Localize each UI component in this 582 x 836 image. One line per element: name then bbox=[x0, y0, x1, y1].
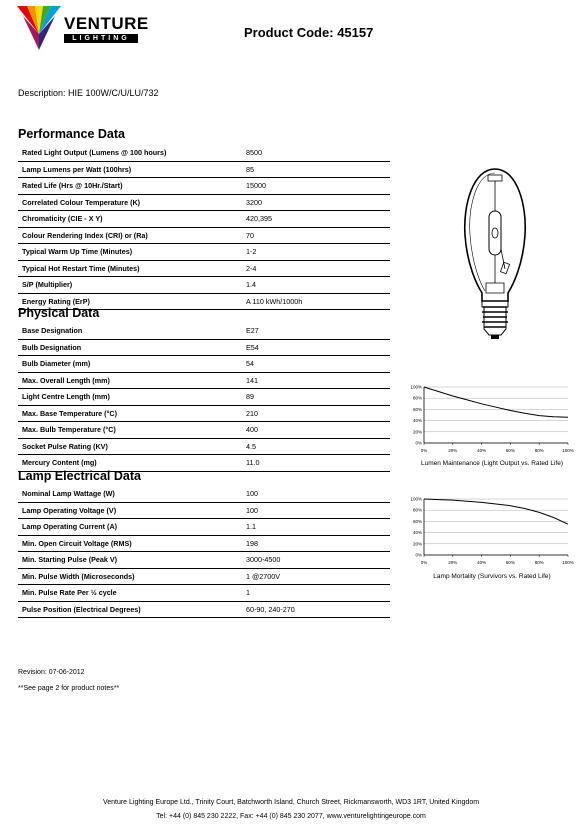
physical-value: 210 bbox=[242, 405, 390, 422]
performance-label: Rated Life (Hrs @ 10Hr./Start) bbox=[18, 178, 242, 195]
performance-value: A 110 kWh/1000h bbox=[242, 293, 390, 310]
x-tick-label: 0% bbox=[420, 448, 428, 453]
performance-value: 70 bbox=[242, 227, 390, 244]
physical-label: Socket Pulse Rating (KV) bbox=[18, 438, 242, 455]
performance-value: 420,395 bbox=[242, 211, 390, 228]
physical-row bbox=[18, 323, 390, 339]
physical-label: Mercury Content (mg) bbox=[18, 455, 242, 472]
physical-value: 4.5 bbox=[242, 438, 390, 455]
electrical-table bbox=[18, 486, 390, 618]
electrical-value: 100 bbox=[242, 502, 390, 519]
x-tick-label: 20% bbox=[448, 560, 458, 565]
electrical-value: 1 @2700V bbox=[242, 568, 390, 585]
electrical-row bbox=[18, 585, 390, 602]
electrical-value: 60-90, 240-270 bbox=[242, 601, 390, 618]
performance-value: 2-4 bbox=[242, 260, 390, 277]
company-logo bbox=[17, 6, 61, 50]
physical-row bbox=[18, 356, 390, 373]
physical-row bbox=[18, 372, 390, 389]
performance-label: Energy Rating (ErP) bbox=[18, 293, 242, 310]
performance-row bbox=[18, 178, 390, 195]
performance-row bbox=[18, 260, 390, 277]
physical-value: 89 bbox=[242, 389, 390, 406]
electrical-row bbox=[18, 535, 390, 552]
electrical-row bbox=[18, 486, 390, 502]
lumen-maintenance-chart bbox=[404, 383, 580, 471]
physical-row bbox=[18, 339, 390, 356]
electrical-value: 3000-4500 bbox=[242, 552, 390, 569]
electrical-title: Lamp Electrical Data bbox=[18, 469, 141, 483]
description: Description: HIE 100W/C/U/LU/732 bbox=[18, 88, 159, 98]
product-code bbox=[244, 25, 373, 40]
y-tick-label: 60% bbox=[412, 406, 422, 412]
y-tick-label: 20% bbox=[412, 429, 422, 435]
x-tick-label: 100% bbox=[562, 560, 574, 565]
brand-sub: LIGHTING bbox=[64, 34, 138, 43]
y-tick-label: 40% bbox=[412, 418, 422, 424]
physical-value: 54 bbox=[242, 356, 390, 373]
performance-row bbox=[18, 277, 390, 294]
x-tick-label: 0% bbox=[420, 560, 428, 565]
performance-value: 3200 bbox=[242, 194, 390, 211]
physical-label: Max. Bulb Temperature (°C) bbox=[18, 422, 242, 439]
performance-label: Rated Light Output (Lumens @ 100 hours) bbox=[18, 145, 242, 161]
product-code-label: Product Code: bbox=[244, 25, 334, 40]
y-tick-label: 100% bbox=[410, 384, 422, 390]
physical-row bbox=[18, 438, 390, 455]
y-tick-label: 40% bbox=[412, 530, 422, 536]
performance-label: Typical Hot Restart Time (Minutes) bbox=[18, 260, 242, 277]
x-tick-label: 80% bbox=[534, 448, 544, 453]
x-tick-label: 40% bbox=[477, 448, 487, 453]
electrical-row bbox=[18, 601, 390, 618]
lumen-maintenance-svg bbox=[404, 383, 580, 455]
physical-label: Bulb Designation bbox=[18, 339, 242, 356]
physical-label: Max. Overall Length (mm) bbox=[18, 372, 242, 389]
performance-value: 1.4 bbox=[242, 277, 390, 294]
y-tick-label: 60% bbox=[412, 518, 422, 524]
x-tick-label: 80% bbox=[534, 560, 544, 565]
physical-value: 141 bbox=[242, 372, 390, 389]
lamp-mortality-chart bbox=[404, 495, 580, 583]
product-code-value: 45157 bbox=[337, 25, 374, 40]
electrical-row bbox=[18, 568, 390, 585]
x-tick-label: 20% bbox=[448, 448, 458, 453]
electrical-row bbox=[18, 502, 390, 519]
electrical-value: 100 bbox=[242, 486, 390, 502]
electrical-value: 198 bbox=[242, 535, 390, 552]
performance-row bbox=[18, 227, 390, 244]
y-tick-label: 100% bbox=[410, 496, 422, 502]
performance-value: 8500 bbox=[242, 145, 390, 161]
performance-value: 1-2 bbox=[242, 244, 390, 261]
physical-title: Physical Data bbox=[18, 306, 100, 320]
x-tick-label: 40% bbox=[477, 560, 487, 565]
brand-name: VENTURE bbox=[64, 14, 149, 33]
performance-title: Performance Data bbox=[18, 127, 125, 141]
y-tick-label: 80% bbox=[412, 507, 422, 513]
performance-value: 85 bbox=[242, 161, 390, 178]
lamp-mortality-caption: Lamp Mortality (Survivors vs. Rated Life) bbox=[433, 573, 551, 580]
physical-label: Bulb Diameter (mm) bbox=[18, 356, 242, 373]
performance-label: Lamp Lumens per Watt (100hrs) bbox=[18, 161, 242, 178]
lumen-maintenance-caption: Lumen Maintenance (Light Output vs. Rated Life) bbox=[421, 460, 563, 467]
performance-label: Colour Rendering Index (CRI) or (Ra) bbox=[18, 227, 242, 244]
performance-label: Typical Warm Up Time (Minutes) bbox=[18, 244, 242, 261]
x-tick-label: 60% bbox=[505, 560, 515, 565]
performance-table bbox=[18, 145, 390, 310]
revision: Revision: 07-06-2012 bbox=[18, 669, 85, 676]
y-tick-label: 80% bbox=[412, 395, 422, 401]
performance-row bbox=[18, 211, 390, 228]
performance-label: Chromaticity (CIE - X Y) bbox=[18, 211, 242, 228]
electrical-label: Lamp Operating Current (A) bbox=[18, 519, 242, 536]
y-tick-label: 20% bbox=[412, 541, 422, 547]
lamp-mortality-svg bbox=[404, 495, 580, 567]
electrical-label: Pulse Position (Electrical Degrees) bbox=[18, 601, 242, 618]
performance-value: 15000 bbox=[242, 178, 390, 195]
electrical-label: Min. Open Circuit Voltage (RMS) bbox=[18, 535, 242, 552]
electrical-value: 1 bbox=[242, 585, 390, 602]
performance-row bbox=[18, 244, 390, 261]
physical-row bbox=[18, 422, 390, 439]
physical-row bbox=[18, 405, 390, 422]
series-line bbox=[424, 387, 568, 417]
performance-row bbox=[18, 161, 390, 178]
physical-value: E54 bbox=[242, 339, 390, 356]
lamp-illustration bbox=[455, 165, 535, 345]
performance-row bbox=[18, 194, 390, 211]
y-tick-label: 0% bbox=[415, 552, 422, 558]
physical-value: 400 bbox=[242, 422, 390, 439]
physical-row bbox=[18, 389, 390, 406]
series-line bbox=[424, 499, 568, 524]
x-tick-label: 100% bbox=[562, 448, 574, 453]
y-tick-label: 0% bbox=[415, 440, 422, 446]
physical-value: 11.0 bbox=[242, 455, 390, 472]
footer-address: Venture Lighting Europe Ltd., Trinity Court, Batchworth Island, Church Street, Rickmansworth, WD3 1RT, United Kingdom bbox=[102, 799, 480, 806]
electrical-row bbox=[18, 552, 390, 569]
physical-value: E27 bbox=[242, 323, 390, 339]
performance-row bbox=[18, 145, 390, 161]
electrical-label: Min. Pulse Width (Microseconds) bbox=[18, 568, 242, 585]
electrical-value: 1.1 bbox=[242, 519, 390, 536]
physical-table bbox=[18, 323, 390, 472]
electrical-label: Nominal Lamp Wattage (W) bbox=[18, 486, 242, 502]
performance-label: S/P (Multiplier) bbox=[18, 277, 242, 294]
electrical-label: Lamp Operating Voltage (V) bbox=[18, 502, 242, 519]
product-notes: **See page 2 for product notes** bbox=[18, 685, 120, 692]
performance-label: Correlated Colour Temperature (K) bbox=[18, 194, 242, 211]
electrical-label: Min. Starting Pulse (Peak V) bbox=[18, 552, 242, 569]
electrical-label: Min. Pulse Rate Per ½ cycle bbox=[18, 585, 242, 602]
electrical-row bbox=[18, 519, 390, 536]
physical-label: Base Designation bbox=[18, 323, 242, 339]
footer-contact: Tel: +44 (0) 845 230 2222, Fax: +44 (0) 845 230 2077, www.venturelightingeurope.com bbox=[156, 813, 426, 820]
x-tick-label: 60% bbox=[505, 448, 515, 453]
physical-label: Max. Base Temperature (°C) bbox=[18, 405, 242, 422]
physical-label: Light Centre Length (mm) bbox=[18, 389, 242, 406]
